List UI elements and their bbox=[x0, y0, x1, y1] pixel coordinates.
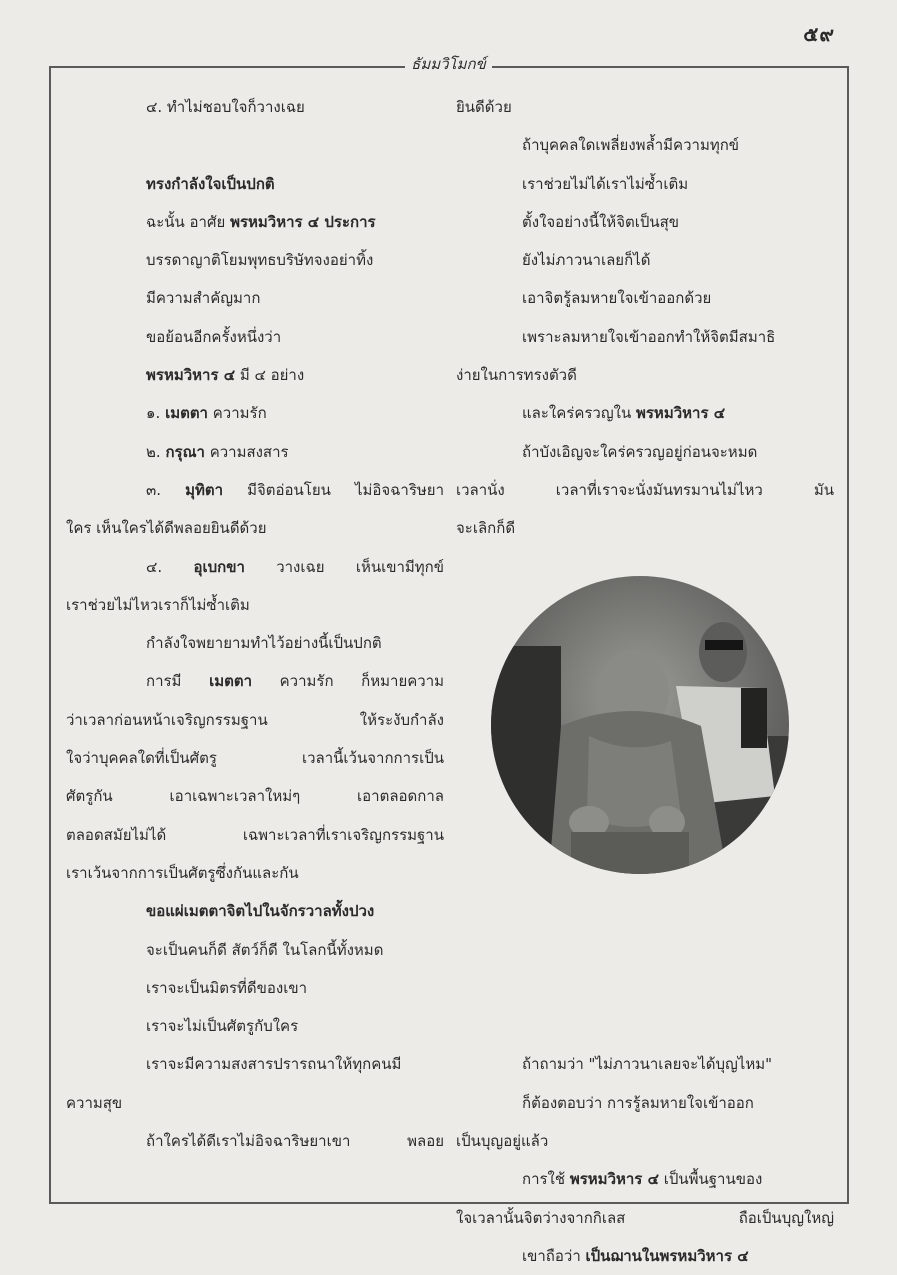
left-text-line bbox=[66, 356, 444, 394]
right-text-line bbox=[456, 509, 834, 547]
text-run: เอาจิตรู้ลมหายใจเข้าออกด้วย bbox=[522, 289, 712, 308]
text-run: เราจะมีความสงสารปรารถนาให้ทุกคนมี bbox=[146, 1055, 402, 1074]
right-text-line bbox=[456, 88, 834, 126]
bold-text: พรหมวิหาร ๔ bbox=[569, 1170, 659, 1189]
text-run: การมี bbox=[146, 672, 210, 691]
text-run: ก็ต้องตอบว่า การรู้ลมหายใจเข้าออก bbox=[522, 1093, 754, 1112]
text-run: จะเลิกก็ดี bbox=[456, 519, 516, 538]
text-run: ๔. bbox=[146, 557, 194, 576]
text-run: เราช่วยไม่ไหวเราก็ไม่ซ้ำเติม bbox=[66, 595, 250, 614]
text-run: ง่ายในการทรงตัวดี bbox=[456, 366, 577, 385]
text-run: ใจเวลานั้นจิตว่างจากกิเลส ถือเป็นบุญใหญ่ bbox=[456, 1208, 834, 1227]
text-run: จะเป็นคนก็ดี สัตว์ก็ดี ในโลกนี้ทั้งหมด bbox=[146, 940, 384, 959]
left-text-line bbox=[66, 1122, 444, 1160]
left-text-line bbox=[66, 203, 444, 241]
text-run: เราจะเป็นมิตรที่ดีของเขา bbox=[146, 978, 308, 997]
text-run: ศัตรูกัน เอาเฉพาะเวลาใหม่ๆ เอาตลอดกาล bbox=[66, 787, 444, 806]
right-text-line bbox=[456, 126, 834, 164]
bold-text: เมตตา bbox=[165, 404, 208, 423]
bold-text: อุเบกขา bbox=[193, 557, 245, 576]
left-text-line bbox=[66, 1007, 444, 1045]
text-run: ตลอดสมัยไม่ได้ เฉพาะเวลาที่เราเจริญกรรมฐาน bbox=[66, 825, 444, 844]
right-text-line bbox=[456, 1007, 834, 1045]
left-text-line bbox=[66, 318, 444, 356]
left-text-line bbox=[66, 1045, 444, 1083]
text-run: ใคร เห็นใครได้ดีพลอยยินดีด้วย bbox=[66, 519, 267, 538]
left-text-line bbox=[66, 394, 444, 432]
text-run: และใคร่ครวญใน bbox=[522, 404, 636, 423]
bold-text: เป็นฌานในพรหมวิหาร ๔ bbox=[585, 1246, 749, 1265]
right-text-line bbox=[456, 1237, 834, 1275]
right-text-line bbox=[456, 931, 834, 969]
text-run: เราเว้นจากการเป็นศัตรูซึ่งกันและกัน bbox=[66, 863, 299, 882]
right-text-line bbox=[456, 356, 834, 394]
left-text-line bbox=[66, 701, 444, 739]
text-run: เพราะลมหายใจเข้าออกทำให้จิตมีสมาธิ bbox=[522, 327, 776, 346]
text-run: ยินดีด้วย bbox=[456, 98, 512, 116]
text-run: ๑. bbox=[146, 404, 166, 423]
running-head-text: ธัมมวิโมกข์ bbox=[405, 55, 492, 73]
left-text-line bbox=[66, 969, 444, 1007]
right-text-line bbox=[456, 1199, 834, 1237]
bold-text: พรหมวิหาร ๔ bbox=[635, 404, 726, 423]
page-number: ๕๙ bbox=[803, 22, 835, 46]
left-text-line bbox=[66, 433, 444, 471]
left-text-line bbox=[66, 931, 444, 969]
left-text-line bbox=[66, 509, 444, 547]
right-text-line bbox=[456, 279, 834, 317]
text-run: ยังไม่ภาวนาเลยก็ได้ bbox=[522, 251, 651, 270]
left-text-line bbox=[66, 586, 444, 624]
text-run: ว่าเวลาก่อนหน้าเจริญกรรมฐาน ให้ระงับกำลัง bbox=[66, 710, 444, 729]
left-text-line bbox=[66, 471, 444, 509]
text-run: ๔. ทำไม่ชอบใจก็วางเฉย bbox=[146, 98, 305, 116]
left-text-line bbox=[66, 662, 444, 700]
left-text-line bbox=[66, 777, 444, 815]
right-text-line bbox=[456, 165, 834, 203]
right-text-line bbox=[456, 394, 834, 432]
left-text-line bbox=[66, 165, 444, 203]
text-run: เราช่วยไม่ได้เราไม่ซ้ำเติม bbox=[522, 174, 689, 193]
left-text-line bbox=[66, 892, 444, 930]
text-run: เวลานั่ง เวลาที่เราจะนั่งมันทรมานไม่ไหว มัน bbox=[456, 480, 834, 499]
left-text-line bbox=[66, 1084, 444, 1122]
right-text-line bbox=[456, 203, 834, 241]
text-run: เป็นพื้นฐานของ bbox=[658, 1170, 763, 1189]
text-run: เป็นบุญอยู่แล้ว bbox=[456, 1132, 549, 1151]
right-text-line bbox=[456, 969, 834, 1007]
text-run: ใจว่าบุคคลใดที่เป็นศัตรู เวลานี้เว้นจากการเป็น bbox=[66, 749, 444, 768]
left-text-line bbox=[66, 548, 444, 586]
right-text-line bbox=[456, 471, 834, 509]
text-run: การใช้ bbox=[522, 1170, 570, 1189]
text-run: กำลังใจพยายามทำไว้อย่างนี้เป็นปกติ bbox=[146, 634, 382, 653]
text-run: มีจิตอ่อนโยน ไม่อิจฉาริษยา bbox=[223, 480, 444, 499]
right-text-line bbox=[456, 1045, 834, 1083]
bold-text: พรหมวิหาร ๔ ประการ bbox=[230, 212, 376, 231]
bold-text: เมตตา bbox=[209, 672, 252, 691]
right-text-line bbox=[456, 318, 834, 356]
left-text-line bbox=[66, 739, 444, 777]
text-run: ๓. bbox=[146, 480, 186, 499]
text-run: ความสุข bbox=[66, 1093, 123, 1112]
text-run: ถ้าถามว่า "ไม่ภาวนาเลยจะได้บุญไหม" bbox=[522, 1055, 773, 1074]
bold-text: ทรงกำลังใจเป็นปกติ bbox=[146, 174, 275, 193]
text-run: ฉะนั้น อาศัย bbox=[146, 212, 231, 231]
text-run: มีความสำคัญมาก bbox=[146, 289, 261, 308]
left-text-line bbox=[66, 624, 444, 662]
left-text-line bbox=[66, 279, 444, 317]
text-run: เขาถือว่า bbox=[522, 1246, 586, 1265]
left-text-line bbox=[66, 241, 444, 279]
left-text-line bbox=[66, 816, 444, 854]
right-text-line bbox=[456, 433, 834, 471]
right-text-line bbox=[456, 892, 834, 930]
right-text-line bbox=[456, 241, 834, 279]
text-run: ความสงสาร bbox=[204, 442, 289, 461]
bold-text: มุทิตา bbox=[185, 480, 224, 499]
bold-text: กรุณา bbox=[165, 442, 205, 461]
right-text-line bbox=[456, 1160, 834, 1198]
text-run: ตั้งใจอย่างนี้ให้จิตเป็นสุข bbox=[522, 212, 680, 231]
text-run: วางเฉย เห็นเขามีทุกข์ bbox=[244, 557, 444, 576]
text-run: เราจะไม่เป็นศัตรูกับใคร bbox=[146, 1017, 299, 1036]
text-run: มี ๔ อย่าง bbox=[235, 366, 305, 385]
text-run: บรรดาญาติโยมพุทธบริษัทจงอย่าทิ้ง bbox=[146, 251, 374, 270]
text-run: ขอย้อนอีกครั้งหนึ่งว่า bbox=[146, 327, 282, 346]
text-run: ความรัก ก็หมายความ bbox=[252, 672, 444, 691]
running-head bbox=[0, 52, 897, 76]
text-run: ถ้าบังเอิญจะใคร่ครวญอยู่ก่อนจะหมด bbox=[522, 442, 758, 461]
text-run: ๒. bbox=[146, 442, 166, 461]
text-run: ความรัก bbox=[207, 404, 267, 423]
right-text-line bbox=[456, 1084, 834, 1122]
monk-photo bbox=[491, 576, 789, 874]
left-text-line bbox=[66, 854, 444, 892]
text-run: ถ้าใครได้ดีเราไม่อิจฉาริษยาเขา พลอย bbox=[146, 1132, 444, 1151]
left-text-line bbox=[66, 126, 444, 164]
left-text-line bbox=[66, 88, 444, 126]
left-column bbox=[66, 88, 444, 1160]
text-run: ถ้าบุคคลใดเพลี่ยงพล้ำมีความทุกข์ bbox=[522, 136, 740, 155]
right-text-line bbox=[456, 1122, 834, 1160]
bold-text: ขอแผ่เมตตาจิตไปในจักรวาลทั้งปวง bbox=[146, 902, 375, 921]
bold-text: พรหมวิหาร ๔ bbox=[146, 366, 236, 385]
